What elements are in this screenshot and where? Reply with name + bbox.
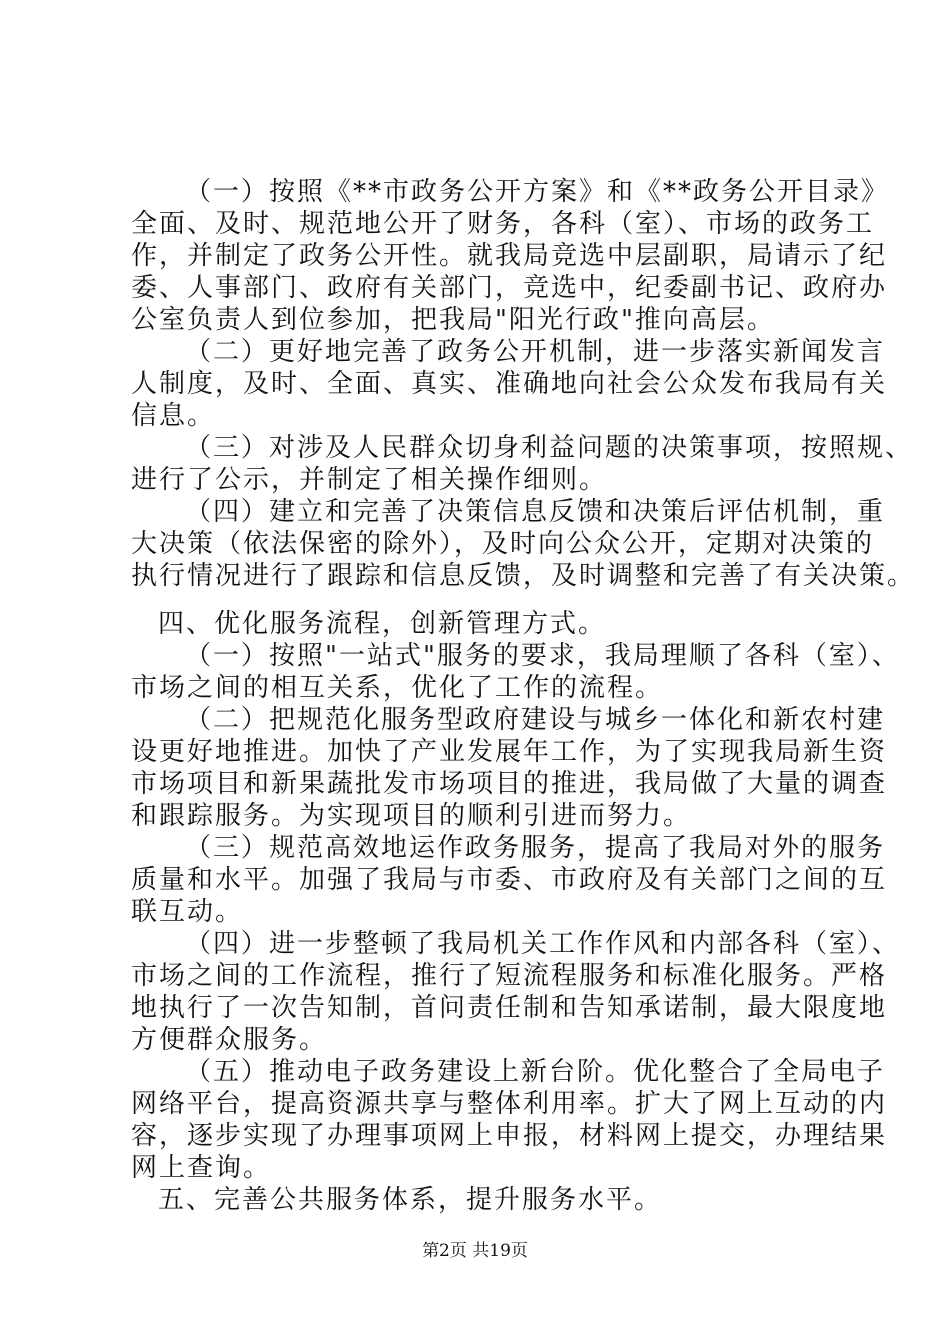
body-text-line: 人制度，及时、全面、真实、准确地向社会公众发布我局有关	[131, 369, 888, 399]
body-text-line: 网络平台，提高资源共享与整体利用率。扩大了网上互动的内	[131, 1089, 888, 1119]
body-text-line: （三）对涉及人民群众切身利益问题的决策事项，按照规、	[185, 433, 914, 463]
body-text-line: 大决策（依法保密的除外），及时向公众公开，定期对决策的	[131, 529, 875, 559]
body-text-line: 市场之间的相互关系，优化了工作的流程。	[131, 673, 664, 703]
body-text-line: 联互动。	[131, 897, 244, 927]
body-text-line: 作，并制定了政务公开性。就我局竞选中层副职，局请示了纪	[131, 241, 888, 271]
body-text-line: （四）建立和完善了决策信息反馈和决策后评估机制，重	[185, 497, 886, 527]
body-text-line: 市场项目和新果蔬批发市场项目的推进，我局做了大量的调查	[131, 769, 888, 799]
body-text-line: （一）按照《**市政务公开方案》和《**政务公开目录》	[185, 177, 890, 207]
body-text-line: 全面、及时、规范地公开了财务，各科（室）、市场的政务工	[131, 209, 875, 239]
body-text-line: 网上查询。	[131, 1153, 272, 1183]
body-text-line: 委、人事部门、政府有关部门，竞选中，纪委副书记、政府办	[131, 273, 888, 303]
body-text-line: 信息。	[131, 401, 216, 431]
body-text-line: （四）进一步整顿了我局机关工作作风和内部各科（室）、	[185, 929, 901, 959]
body-text-line: （二）更好地完善了政务公开机制，进一步落实新闻发言	[185, 337, 886, 367]
section-heading: 五、完善公共服务体系，提升服务水平。	[158, 1185, 663, 1215]
body-text-line: 方便群众服务。	[131, 1025, 328, 1055]
body-text-line: 地执行了一次告知制，首问责任制和告知承诺制，最大限度地	[131, 993, 888, 1023]
body-text-line: 和跟踪服务。为实现项目的顺利引进而努力。	[131, 801, 692, 831]
body-text-line: （五）推动电子政务建设上新台阶。优化整合了全局电子	[185, 1057, 886, 1087]
section-heading: 四、优化服务流程，创新管理方式。	[158, 609, 607, 639]
body-text-line: 进行了公示，并制定了相关操作细则。	[131, 465, 608, 495]
body-text-line: 执行情况进行了跟踪和信息反馈，及时调整和完善了有关决策。	[131, 561, 916, 591]
body-text-line: 容，逐步实现了办理事项网上申报，材料网上提交，办理结果	[131, 1121, 888, 1151]
body-text-line: 质量和水平。加强了我局与市委、市政府及有关部门之间的互	[131, 865, 888, 895]
body-text-line: 设更好地推进。加快了产业发展年工作，为了实现我局新生资	[131, 737, 888, 767]
page-footer: 第2页 共19页	[422, 1241, 528, 1261]
body-text-line: （三）规范高效地运作政务服务，提高了我局对外的服务	[185, 833, 886, 863]
body-text-line: 公室负责人到位参加，把我局"阳光行政"推向高层。	[131, 305, 775, 335]
body-text-line: （二）把规范化服务型政府建设与城乡一体化和新农村建	[185, 705, 886, 735]
body-text-line: （一）按照"一站式"服务的要求，我局理顺了各科（室）、	[185, 641, 900, 671]
body-text-line: 市场之间的工作流程，推行了短流程服务和标准化服务。严格	[131, 961, 888, 991]
